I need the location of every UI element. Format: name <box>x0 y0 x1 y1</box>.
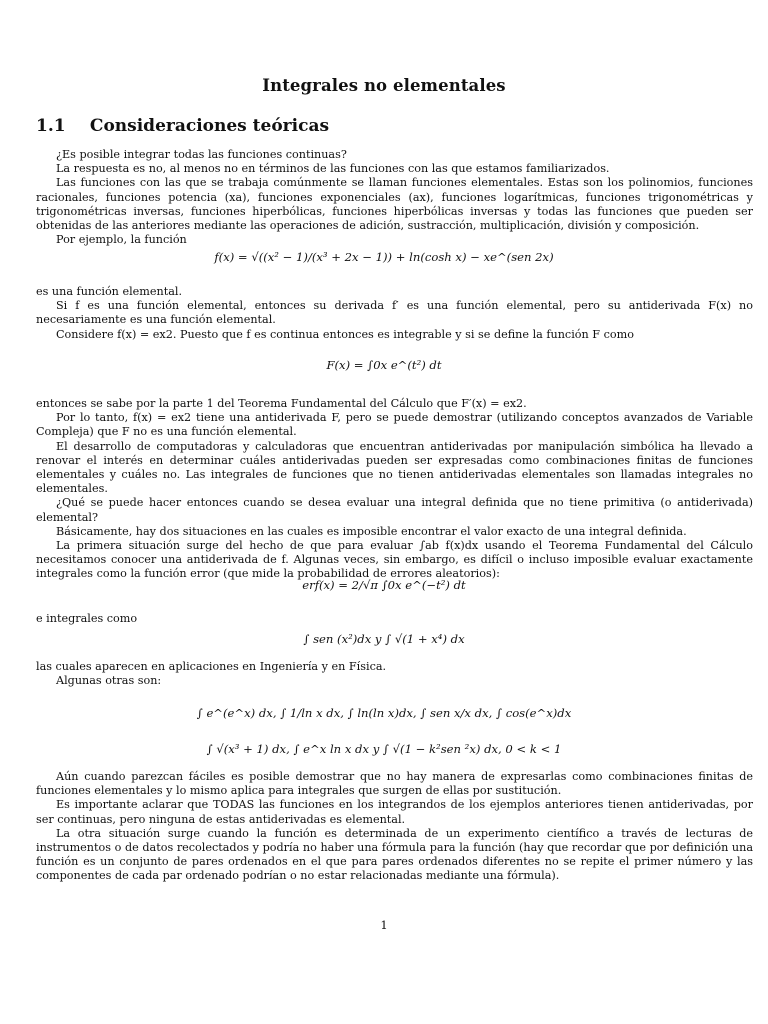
text-block-4 <box>36 612 753 626</box>
equation-others-row1: ∫ e^(e^x) dx, ∫ 1/ln x dx, ∫ ln(ln x)dx, ∫ sen x/x dx, ∫ cos(e^x)dx <box>196 706 572 720</box>
paragraph: Básicamente, hay dos situaciones en las cuales es imposible encontrar el valor exacto de una integral definida. <box>56 524 687 538</box>
section-title: Consideraciones teóricas <box>89 116 330 136</box>
text-block-5 <box>36 660 753 688</box>
section-heading <box>36 116 329 136</box>
paragraph: Las funciones con las que se trabaja comúnmente se llaman funciones elementales. Estas son los polinomios, funciones racionales, funciones potencia (xa), funciones exponenciales (ax), funciones logarítmicas, funciones trigonométricas y trigonométricas inversas, funciones hiperbólicas, funciones hiperbólicas inversas y todas las funciones que pueden ser obtenidas de las anteriores mediante las operaciones de adición, sustracción, multiplicación, división y composición. <box>36 176 753 233</box>
equation-others-row2: ∫ √(x³ + 1) dx, ∫ e^x ln x dx y ∫ √(1 − k²sen ²x) dx, 0 < k < 1 <box>206 742 562 756</box>
paragraph: La respuesta es no, al menos no en términos de las funciones con las que estamos familiarizados. <box>56 162 610 176</box>
text-block-3 <box>36 397 753 582</box>
paragraph: Algunas otras son: <box>56 674 162 688</box>
section-number: 1.1 <box>36 116 66 136</box>
paragraph: Por lo tanto, f(x) = ex2 tiene una antiderivada F, pero se puede demostrar (utilizando conceptos avanzados de Variable Compleja) que F no es una función elemental. <box>36 411 753 439</box>
equation-erf: erf(x) = 2/√π ∫0x e^(−t²) dt <box>302 578 466 592</box>
equation-F-def: F(x) = ∫0x e^(t²) dt <box>326 358 442 372</box>
paragraph: Si f es una función elemental, entonces su derivada f′ es una función elemental, pero su antiderivada F(x) no necesariamente es una función elemental. <box>36 299 753 327</box>
paragraph: Aún cuando parezcan fáciles es posible demostrar que no hay manera de expresarlas como combinaciones finitas de funciones elementales y lo mismo aplica para integrales que surgen de ellas por sustitución. <box>36 770 753 798</box>
paragraph: ¿Qué se puede hacer entonces cuando se desea evaluar una integral definida que no tiene primitiva (o antiderivada) elemental? <box>36 496 753 524</box>
paragraph: Es importante aclarar que TODAS las funciones en los integrandos de los ejemplos anteriores tienen antiderivadas, por ser continuas, pero ninguna de estas antiderivadas es elemental. <box>36 798 753 826</box>
page-number: 1 <box>380 918 388 932</box>
paragraph: las cuales aparecen en aplicaciones en Ingeniería y en Física. <box>36 660 387 673</box>
paragraph: ¿Es posible integrar todas las funciones continuas? <box>56 148 347 161</box>
paragraph: El desarrollo de computadoras y calculadoras que encuentran antiderivadas por manipulación simbólica ha llevado a renovar el interés en determinar cuáles antiderivadas pueden ser expresadas como combinaciones finitas de funciones elementales y cuáles no. Las integrales de funciones que no tienen antiderivadas elementales son llamadas integrales no elementales. <box>36 439 753 496</box>
document-title: Integrales no elementales <box>262 76 506 95</box>
text-block-6 <box>36 770 753 884</box>
paragraph: Considere f(x) = ex2. Puesto que f es continua entonces es integrable y si se define la función F como <box>56 327 634 341</box>
paragraph: La otra situación surge cuando la función es determinada de un experimento científico a través de lecturas de instrumentos o de datos recolectados y podría no haber una fórmula para la función (hay que recordar que por definición una función es un conjunto de pares ordenados en el que para pares ordenados diferentes no se repite el primer número y las componentes de cada par ordenado podrían o no estar relacionadas mediante una fórmula). <box>36 826 753 883</box>
intro-block <box>36 148 753 247</box>
paragraph: es una función elemental. <box>36 285 183 298</box>
equation-integrals-pair: ∫ sen (x²)dx y ∫ √(1 + x⁴) dx <box>303 632 465 646</box>
paragraph: e integrales como <box>36 612 138 625</box>
paragraph: entonces se sabe por la parte 1 del Teorema Fundamental del Cálculo que F′(x) = ex2. <box>36 397 527 410</box>
text-block-2 <box>36 285 753 342</box>
paragraph: Por ejemplo, la función <box>56 233 187 247</box>
equation-f-example: f(x) = √((x² − 1)/(x³ + 2x − 1)) + ln(cosh x) − xe^(sen 2x) <box>214 250 554 264</box>
paragraph: La primera situación surge del hecho de que para evaluar ∫ab f(x)dx usando el Teorema Fundamental del Cálculo necesitamos conocer una antiderivada de f. Algunas veces, sin embargo, es difícil o incluso imposible evaluar exactamente integrales como la función error (que mide la probabilidad de errores aleatorios): <box>36 539 753 581</box>
